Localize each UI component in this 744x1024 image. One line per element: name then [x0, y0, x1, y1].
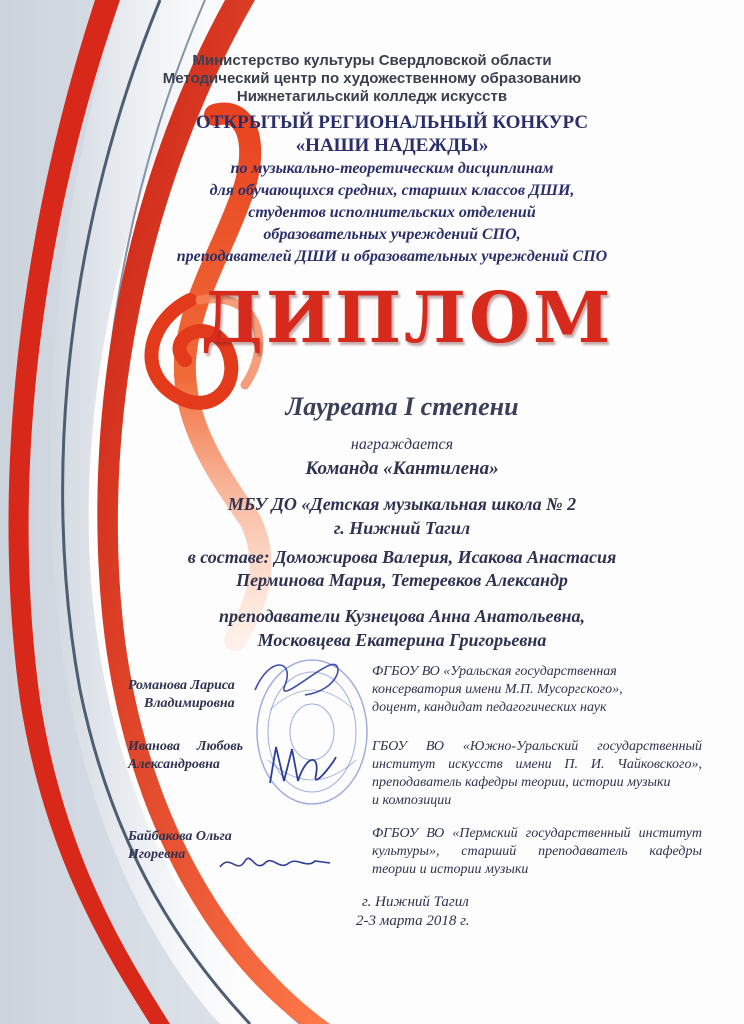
teachers-1: преподаватели Кузнецова Анна Анатольевна, [218, 606, 586, 626]
team-name: Команда «Кантилена» [305, 458, 499, 479]
contest-title: ОТКРЫТЫЙ РЕГИОНАЛЬНЫЙ КОНКУРС [195, 112, 589, 133]
jury-name-1: Романова Лариса Владимировна [128, 678, 235, 711]
signature-romanova [245, 650, 355, 710]
contest-subtitle-2: для обучающихся средних, старших классов ДШИ, [209, 182, 575, 199]
jury-info-2: ГБОУ ВО «Южно-Уральский государственный институт искусств имени П. И. Чайковского», преподаватель кафедры теории, истории музыки и композиции [372, 739, 702, 808]
contest-name: «НАШИ НАДЕЖДЫ» [295, 135, 489, 156]
teachers-2: Московцева Екатерина Григорьевна [257, 630, 547, 650]
contest-subtitle-5: преподавателей ДШИ и образовательных учреждений СПО [176, 248, 608, 265]
laureate-degree: Лауреата I степени [285, 392, 519, 421]
school-name: МБУ ДО «Детская музыкальная школа № 2 [227, 494, 577, 514]
footer-city: г. Нижний Тагил [362, 894, 469, 910]
jury-name-2: Иванова Любовь Александровна [128, 739, 243, 772]
method-center-line: Методический центр по художественному образованию [162, 70, 582, 87]
ministry-line: Министерство культуры Свердловской области [192, 52, 552, 69]
signature-baibakova [215, 845, 335, 881]
team-members-2: Перминова Мария, Тетеревков Александр [236, 570, 568, 590]
footer-date: 2-3 марта 2018 г. [356, 913, 470, 929]
college-line: Нижнетагильский колледж искусств [236, 88, 508, 105]
signature-ivanova [262, 735, 342, 795]
awarded-label: награждается [350, 436, 454, 453]
jury-info-1: ФГБОУ ВО «Уральская государственная консерватория имени М.П. Мусоргского», доцент, кандидат педагогических наук [372, 664, 623, 715]
contest-subtitle-4: образовательных учреждений СПО, [263, 226, 521, 243]
diploma-heading: ДИПЛОМ [200, 276, 614, 359]
jury-info-3: ФГБОУ ВО «Пермский государственный институт культуры», старший преподаватель кафедры теории и истории музыки [372, 826, 702, 877]
contest-subtitle-3: студентов исполнительских отделений [248, 204, 536, 221]
school-city: г. Нижний Тагил [333, 518, 471, 538]
team-members-1: в составе: Доможирова Валерия, Исакова Анастасия [187, 547, 617, 567]
jury-name-3: Байбакова Ольга Игоревна [128, 829, 232, 862]
contest-subtitle-1: по музыкально-теоретическим дисциплинам [230, 160, 554, 177]
